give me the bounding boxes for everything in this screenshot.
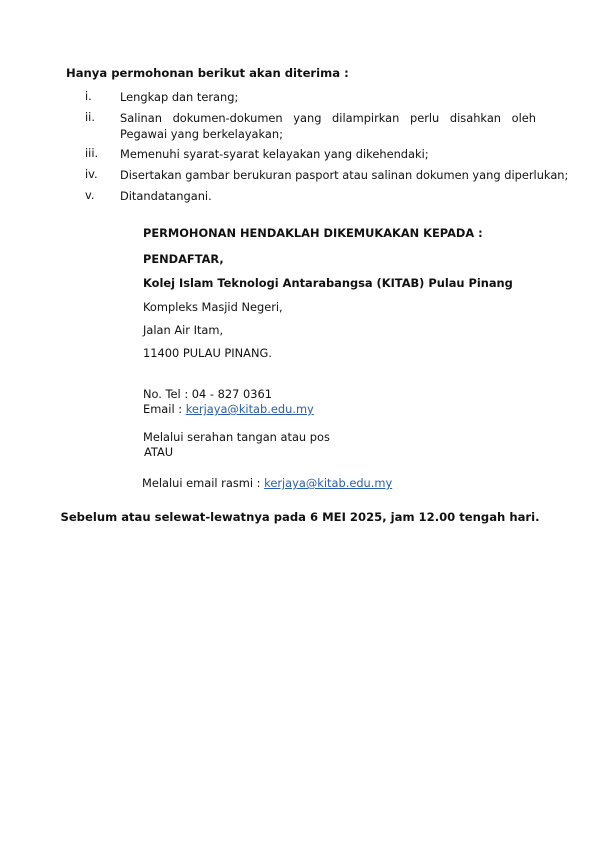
- list-numeral: iv.: [85, 167, 98, 181]
- address-line-2: Jalan Air Itam,: [143, 323, 224, 337]
- list-numeral: v.: [85, 188, 95, 202]
- list-item-text: Memenuhi syarat-syarat kelayakan yang dikehendaki;: [120, 147, 429, 161]
- requirements-heading: Hanya permohonan berikut akan diterima :: [66, 66, 349, 80]
- list-item-text: Lengkap dan terang;: [120, 90, 239, 104]
- email-submission-label: Melalui email rasmi :: [142, 476, 265, 490]
- or-separator: ATAU: [144, 445, 174, 459]
- address-line-1: Kompleks Masjid Negeri,: [143, 300, 283, 314]
- list-numeral: i.: [85, 89, 92, 103]
- deadline-notice: Sebelum atau selewat-lewatnya pada 6 MEI 2025, jam 12.00 tengah hari.: [60, 510, 540, 524]
- telephone: No. Tel : 04 - 827 0361: [143, 387, 272, 401]
- email-line: [143, 402, 314, 416]
- email-label: Email :: [143, 402, 186, 416]
- recipient: PENDAFTAR,: [143, 252, 224, 266]
- list-numeral: iii.: [85, 146, 99, 160]
- list-item-text: Salinan dokumen-dokumen yang dilampirkan perlu disahkan oleh Pegawai yang berkelayakan;: [120, 111, 536, 141]
- list-item-text: Disertakan gambar berukuran pasport atau salinan dokumen yang diperlukan;: [120, 168, 569, 182]
- email-submission-line: [142, 476, 392, 490]
- official-email-link[interactable]: kerjaya@kitab.edu.my: [264, 476, 393, 490]
- list-item-text: Ditandatangani.: [120, 189, 212, 203]
- institution-name: Kolej Islam Teknologi Antarabangsa (KITAB) Pulau Pinang: [143, 276, 513, 290]
- list-numeral: ii.: [85, 110, 95, 124]
- email-link[interactable]: kerjaya@kitab.edu.my: [185, 402, 314, 416]
- submission-method-1: Melalui serahan tangan atau pos: [143, 430, 330, 444]
- submission-title: PERMOHONAN HENDAKLAH DIKEMUKAKAN KEPADA :: [143, 226, 483, 240]
- address-line-3: 11400 PULAU PINANG.: [143, 346, 272, 360]
